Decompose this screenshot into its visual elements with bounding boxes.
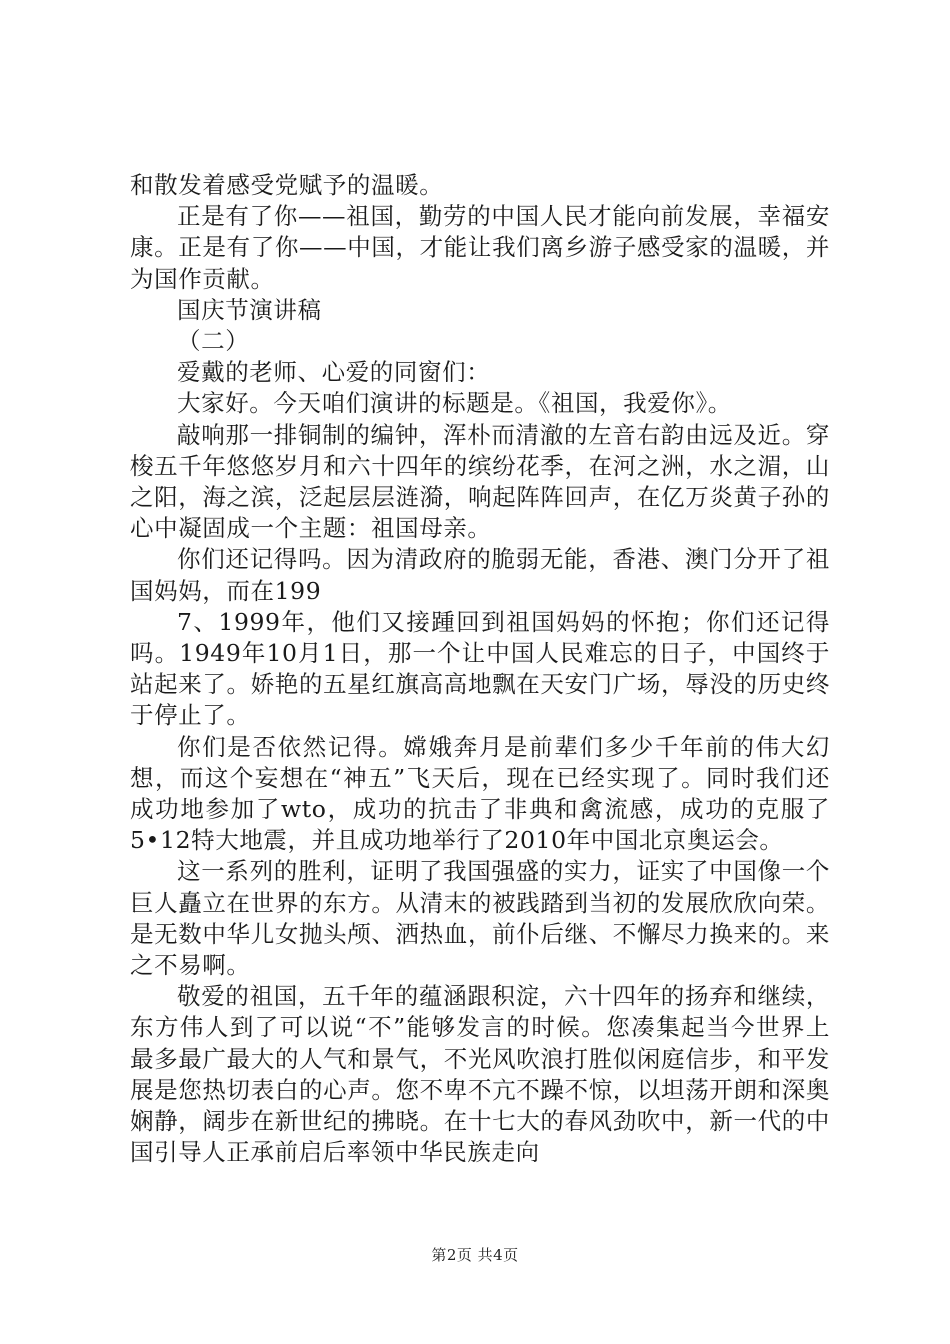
section-title: 国庆节演讲稿: [177, 295, 322, 324]
paragraph-motherland: 敬爱的祖国，五千年的蕴涵跟积淀，六十四年的扬弃和继续，东方伟人到了可以说“不”能够发言的时候。您凑集起当今世界上最多最广最大的人气和景气，不光风吹浪打胜似闲庭信步，和平发展是您热切表白的心声。您不卑不亢不躁不惊，以坦荡开朗和深奥娴静，阔步在新世纪的拂晓。在十七大的春风劲吹中，新一代的中国引导人正承前启后率领中华民族走向: [130, 982, 830, 1167]
paragraph-2: 正是有了你——祖国，勤劳的中国人民才能向前发展，幸福安康。正是有了你——中国，才能让我们离乡游子感受家的温暖，并为国作贡献。: [130, 202, 830, 293]
paragraph-achievements: 你们是否依然记得。嫦娥奔月是前辈们多少千年前的伟大幻想，而这个妄想在“神五”飞天后，现在已经实现了。同时我们还成功地参加了wto，成功的抗击了非典和禽流感，成功的克服了5•12特大地震，并且成功地举行了2010年中国北京奥运会。: [130, 732, 830, 855]
salutation: 爱戴的老师、心爱的同窗们：: [177, 358, 491, 387]
paragraph-1949: 7、1999年，他们又接踵回到祖国妈妈的怀抱；你们还记得吗。1949年10月1日，那一个让中国人民难忘的日子，中国终于站起来了。娇艳的五星红旗高高地飘在天安门广场，辱没的历史终于停止了。: [130, 607, 830, 730]
section-number: （二）: [177, 327, 250, 356]
paragraph-remember: 你们还记得吗。因为清政府的脆弱无能，香港、澳门分开了祖国妈妈，而在199: [130, 545, 830, 605]
paragraph-1: 和散发着感受党赋予的温暖。: [130, 171, 444, 199]
paragraph-greeting: 大家好。今天咱们演讲的标题是。《祖国，我爱你》。: [177, 389, 732, 418]
document-body: [130, 170, 830, 1169]
paragraph-bells: 敲响那一排铜制的编钟，浑朴而清澈的左音右韵由远及近。穿梭五千年悠悠岁月和六十四年的缤纷花季，在河之洲，水之湄，山之阳，海之滨，泛起层层涟漪，响起阵阵回声，在亿万炎黄子孙的心中凝固成一个主题：祖国母亲。: [130, 420, 830, 543]
paragraph-victories: 这一系列的胜利，证明了我国强盛的实力，证实了中国像一个巨人矗立在世界的东方。从清末的被践踏到当初的发展欣欣向荣。是无数中华儿女抛头颅、洒热血，前仆后继、不懈尽力换来的。来之不易啊。: [130, 857, 830, 980]
page-number-footer: 第2页 共4页: [431, 1246, 519, 1264]
